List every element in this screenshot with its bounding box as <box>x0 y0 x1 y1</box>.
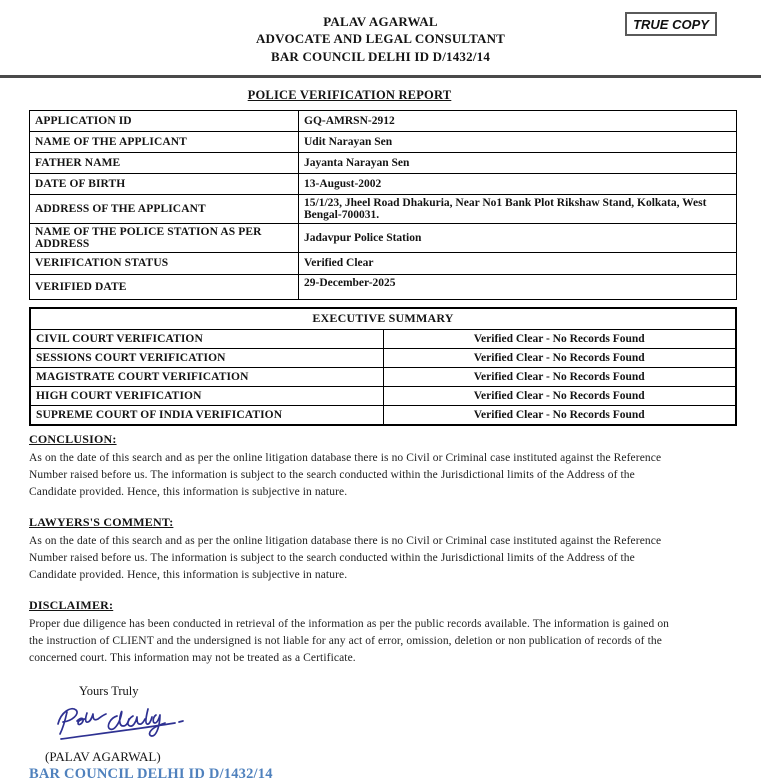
signature-image <box>53 702 737 748</box>
section-paragraph-line: Number raised before us. The information is subject to the search conducted within the Jurisdictional limits of the Address of the <box>29 469 635 482</box>
table-row <box>30 405 736 425</box>
row-label: VERIFIED DATE <box>30 274 299 299</box>
section-paragraph-line: Proper due diligence has been conducted in retrieval of the information as per the public records available. The information is gained on <box>29 617 670 630</box>
section-paragraph-line: As on the date of this search and as per the online litigation database there is no Civil or Criminal case instituted against the Reference <box>29 534 662 547</box>
table-row <box>30 173 737 194</box>
row-label: DATE OF BIRTH <box>30 173 299 194</box>
row-value: Udit Narayan Sen <box>299 131 737 152</box>
row-value: 29-December-2025 <box>299 274 737 299</box>
header-divider-rule <box>0 75 761 78</box>
table-row <box>30 131 737 152</box>
section-disclaimer <box>29 598 737 668</box>
executive-summary-table <box>29 307 737 426</box>
row-value: Verified Clear - No Records Found <box>383 329 736 348</box>
section-lawyers-comment <box>29 515 737 585</box>
row-value: Verified Clear - No Records Found <box>383 405 736 425</box>
row-value: Verified Clear - No Records Found <box>383 348 736 367</box>
section-paragraph-line: Candidate provided. Hence, this information is subjective in nature. <box>29 486 348 499</box>
row-value: Verified Clear <box>299 252 737 274</box>
row-value: Verified Clear - No Records Found <box>383 386 736 405</box>
table-row <box>30 386 736 405</box>
table-row <box>30 274 737 299</box>
true-copy-stamp: TRUE COPY <box>625 12 717 36</box>
row-label: NAME OF THE POLICE STATION AS PER ADDRESS <box>30 223 299 252</box>
row-value: 13-August-2002 <box>299 173 737 194</box>
executive-summary-title: EXECUTIVE SUMMARY <box>30 308 736 330</box>
row-value: Jadavpur Police Station <box>299 223 737 252</box>
section-paragraph-line: the instruction of CLIENT and the undersigned is not liable for any act of error, omission, deletion or non publication of records of the <box>29 634 662 647</box>
table-row <box>30 329 736 348</box>
row-label: MAGISTRATE COURT VERIFICATION <box>30 367 383 386</box>
advocate-bar-id: BAR COUNCIL DELHI ID D/1432/14 <box>270 48 491 64</box>
table-row <box>30 252 737 274</box>
row-label: APPLICATION ID <box>30 110 299 131</box>
table-row <box>30 308 736 330</box>
section-conclusion <box>29 432 737 502</box>
section-paragraph-line: Candidate provided. Hence, this information is subjective in nature. <box>29 569 348 582</box>
section-paragraph-line: As on the date of this search and as per the online litigation database there is no Civil or Criminal case instituted against the Reference <box>29 451 662 464</box>
section-heading: LAWYERS'S COMMENT: <box>29 514 174 529</box>
table-row <box>30 223 737 252</box>
report-title: POLICE VERIFICATION REPORT <box>247 87 452 102</box>
advocate-name: PALAV AGARWAL <box>323 14 438 29</box>
row-label: NAME OF THE APPLICANT <box>30 131 299 152</box>
closing-salutation: Yours Truly <box>79 683 139 698</box>
row-label: VERIFICATION STATUS <box>30 252 299 274</box>
row-value: Verified Clear - No Records Found <box>383 367 736 386</box>
advocate-role: ADVOCATE AND LEGAL CONSULTANT <box>255 31 506 47</box>
row-value: GQ-AMRSN-2912 <box>299 110 737 131</box>
section-heading: DISCLAIMER: <box>29 597 114 612</box>
signatory-name: (PALAV AGARWAL) <box>45 748 161 764</box>
section-paragraph-line: concerned court. This information may not be treated as a Certificate. <box>29 652 356 665</box>
table-row <box>30 367 736 386</box>
signatory-bar-id: BAR COUNCIL DELHI ID D/1432/14 <box>29 765 273 782</box>
table-row <box>30 110 737 131</box>
row-label: ADDRESS OF THE APPLICANT <box>30 194 299 223</box>
table-row <box>30 152 737 173</box>
section-heading: CONCLUSION: <box>29 431 117 446</box>
row-label: SUPREME COURT OF INDIA VERIFICATION <box>30 405 383 425</box>
table-row <box>30 348 736 367</box>
table-row <box>30 194 737 223</box>
row-label: SESSIONS COURT VERIFICATION <box>30 348 383 367</box>
applicant-details-table <box>29 110 737 300</box>
row-label: CIVIL COURT VERIFICATION <box>30 329 383 348</box>
row-label: FATHER NAME <box>30 152 299 173</box>
section-paragraph-line: Number raised before us. The information is subject to the search conducted within the Jurisdictional limits of the Address of the <box>29 552 635 565</box>
document-body <box>29 110 737 783</box>
report-title-wrap <box>0 86 761 104</box>
row-label: HIGH COURT VERIFICATION <box>30 386 383 405</box>
row-value: Jayanta Narayan Sen <box>299 152 737 173</box>
row-value: 15/1/23, Jheel Road Dhakuria, Near No1 Bank Plot Rikshaw Stand, Kolkata, West Bengal-700031. <box>299 194 737 223</box>
